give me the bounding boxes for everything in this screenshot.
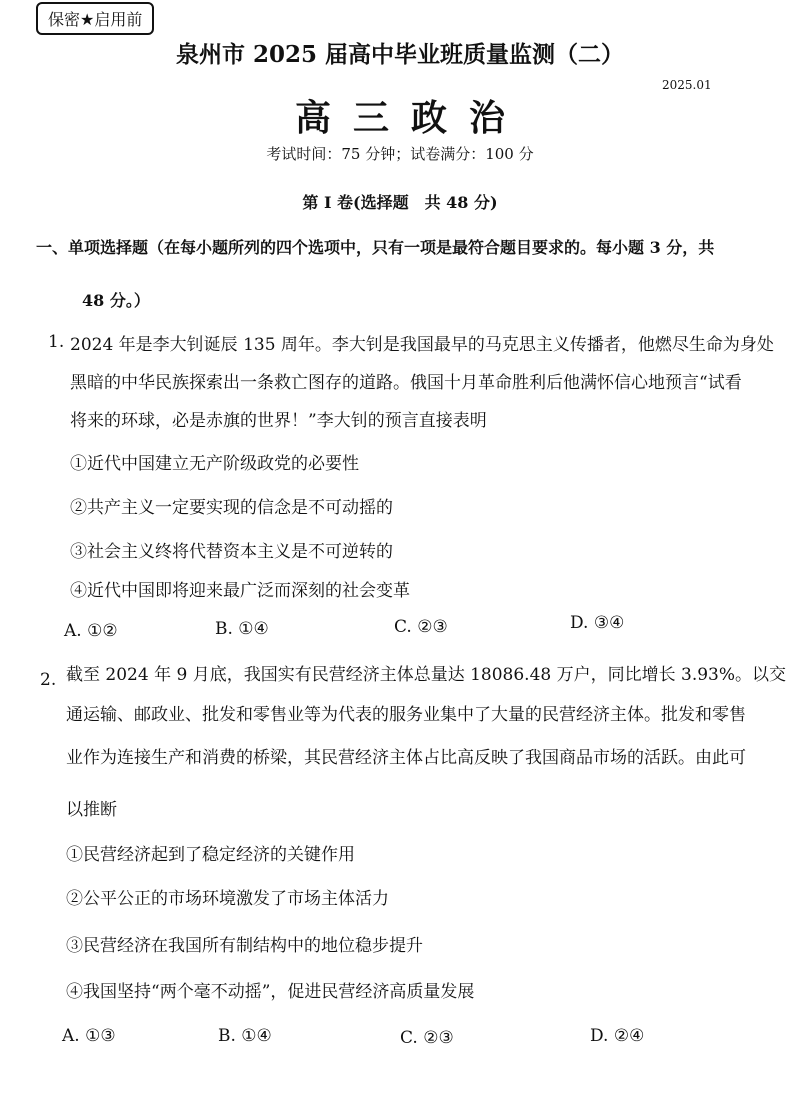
question-1-statement: ④近代中国即将迎来最广泛而深刻的社会变革 xyxy=(70,581,410,601)
question-2-option-b: B. ①④ xyxy=(218,1026,272,1046)
question-1-stem-line: 将来的环球，必是赤旗的世界！”李大钊的预言直接表明 xyxy=(70,411,487,431)
exam-title: 泉州市 2025 届高中毕业班质量监测（二） xyxy=(175,41,625,68)
exam-info: 考试时间：75 分钟；试卷满分：100 分 xyxy=(266,145,534,163)
question-2-number: 2. xyxy=(40,670,57,690)
question-2-statement: ②公平公正的市场环境激发了市场主体活力 xyxy=(66,889,389,909)
question-2-stem-line: 截至 2024 年 9 月底，我国实有民营经济主体总量达 18086.48 万户，同比增长 3.93%。以交 xyxy=(66,665,787,685)
question-2-stem-line: 业作为连接生产和消费的桥梁，其民营经济主体占比高反映了我国商品市场的活跃。由此可 xyxy=(66,748,746,768)
question-1-number: 1. xyxy=(48,332,65,352)
question-2-stem-line: 通运输、邮政业、批发和零售业等为代表的服务业集中了大量的民营经济主体。批发和零售 xyxy=(66,705,746,725)
question-1-stem-line: 黑暗的中华民族探索出一条救亡图存的道路。俄国十月革命胜利后他满怀信心地预言“试看 xyxy=(70,373,742,393)
subject-title: 高三政治 xyxy=(294,97,527,139)
question-2-statement: ③民营经济在我国所有制结构中的地位稳步提升 xyxy=(66,936,423,956)
question-2-statement: ④我国坚持“两个毫不动摇”，促进民营经济高质量发展 xyxy=(66,982,475,1002)
question-1-statement: ③社会主义终将代替资本主义是不可逆转的 xyxy=(70,542,393,562)
question-1-option-b: B. ①④ xyxy=(215,619,269,639)
question-1-statement: ①近代中国建立无产阶级政党的必要性 xyxy=(70,454,359,474)
question-1-option-a: A. ①② xyxy=(64,621,118,641)
section-heading-cont: 48 分。） xyxy=(82,291,150,310)
confidential-stamp: 保密★启用前 xyxy=(36,2,154,35)
question-2-statement: ①民营经济起到了稳定经济的关键作用 xyxy=(66,845,355,865)
question-2-option-a: A. ①③ xyxy=(62,1026,116,1046)
question-1-option-c: C. ②③ xyxy=(394,617,448,637)
question-1-option-d: D. ③④ xyxy=(570,613,625,633)
section-heading: 一、单项选择题（在每小题所列的四个选项中，只有一项是最符合题目要求的。每小题 3 分，共 xyxy=(36,238,715,257)
question-1-stem-line: 2024 年是李大钊诞辰 135 周年。李大钊是我国最早的马克思主义传播者，他燃尽生命为身处 xyxy=(70,335,774,355)
volume-heading: 第 I 卷(选择题 共 48 分) xyxy=(302,193,498,212)
exam-date: 2025.01 xyxy=(662,78,712,92)
question-2-option-c: C. ②③ xyxy=(400,1028,454,1048)
question-2-option-d: D. ②④ xyxy=(590,1026,645,1046)
question-1-statement: ②共产主义一定要实现的信念是不可动摇的 xyxy=(70,498,393,518)
question-2-stem-line: 以推断 xyxy=(66,800,117,820)
